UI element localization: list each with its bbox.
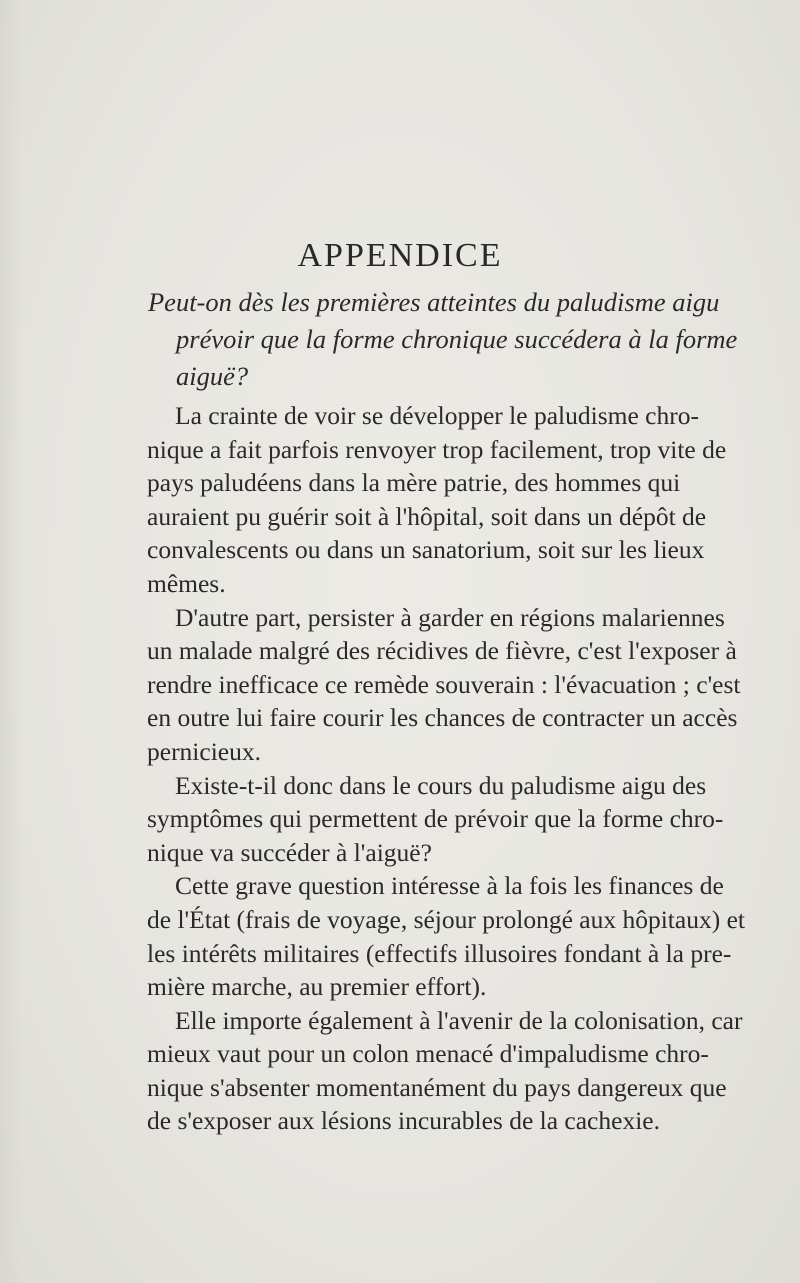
text-line: nique s'absenter momentanément du pays dangereux que: [147, 1072, 727, 1102]
text-line: Existe-t-il donc dans le cours du paludisme aigu des: [175, 770, 707, 800]
text-line: nique a fait parfois renvoyer trop facilement, trop vite de: [147, 434, 727, 464]
text-line: La crainte de voir se développer le paludisme chro-: [175, 401, 699, 430]
text-line: convalescents ou dans un sanatorium, soit sur les lieux: [147, 535, 705, 565]
text-line: mêmes.: [147, 568, 226, 598]
page-edge-shadow: [0, 0, 22, 1283]
text-line: mière marche, au premier effort).: [147, 972, 487, 1002]
body-text: [147, 399, 787, 1138]
text-line: nique va succéder à l'aiguë?: [147, 837, 432, 867]
text-line: auraient pu guérir soit à l'hôpital, soit dans un dépôt de: [147, 501, 707, 531]
text-line: mieux vaut pour un colon menacé d'impaludisme chro-: [147, 1039, 709, 1069]
text-line: pays paludéens dans la mère patrie, des hommes qui: [147, 468, 681, 498]
text-line: en outre lui faire courir les chances de contracter un accès: [147, 703, 738, 733]
text-line: D'autre part, persister à garder en régions malariennes: [175, 602, 725, 632]
text-line: Cette grave question intéresse à la fois les finances de: [175, 871, 724, 901]
text-line: de s'exposer aux lésions incurables de la cachexie.: [147, 1106, 660, 1136]
text-line: symptômes qui permettent de prévoir que la forme chro-: [147, 804, 724, 834]
question-line: prévoir que la forme chronique succédera à la forme: [176, 324, 738, 354]
question-line: aiguë?: [176, 361, 249, 391]
question-paragraph: [148, 284, 760, 395]
text-line: un malade malgré des récidives de fièvre, c'est l'exposer à: [147, 636, 737, 666]
text-line: de l'État (frais de voyage, séjour prolongé aux hôpitaux) et: [147, 904, 745, 934]
text-line: rendre inefficace ce remède souverain : l'évacuation ; c'est: [147, 669, 741, 699]
question-line: Peut-on dès les premières atteintes du paludisme aigu: [148, 287, 720, 317]
text-line: Elle importe également à l'avenir de la colonisation, car: [175, 1005, 743, 1035]
page-heading: APPENDICE: [297, 237, 503, 274]
text-line: les intérêts militaires (effectifs illusoires fondant à la pre-: [147, 938, 732, 968]
text-line: pernicieux.: [147, 736, 261, 766]
